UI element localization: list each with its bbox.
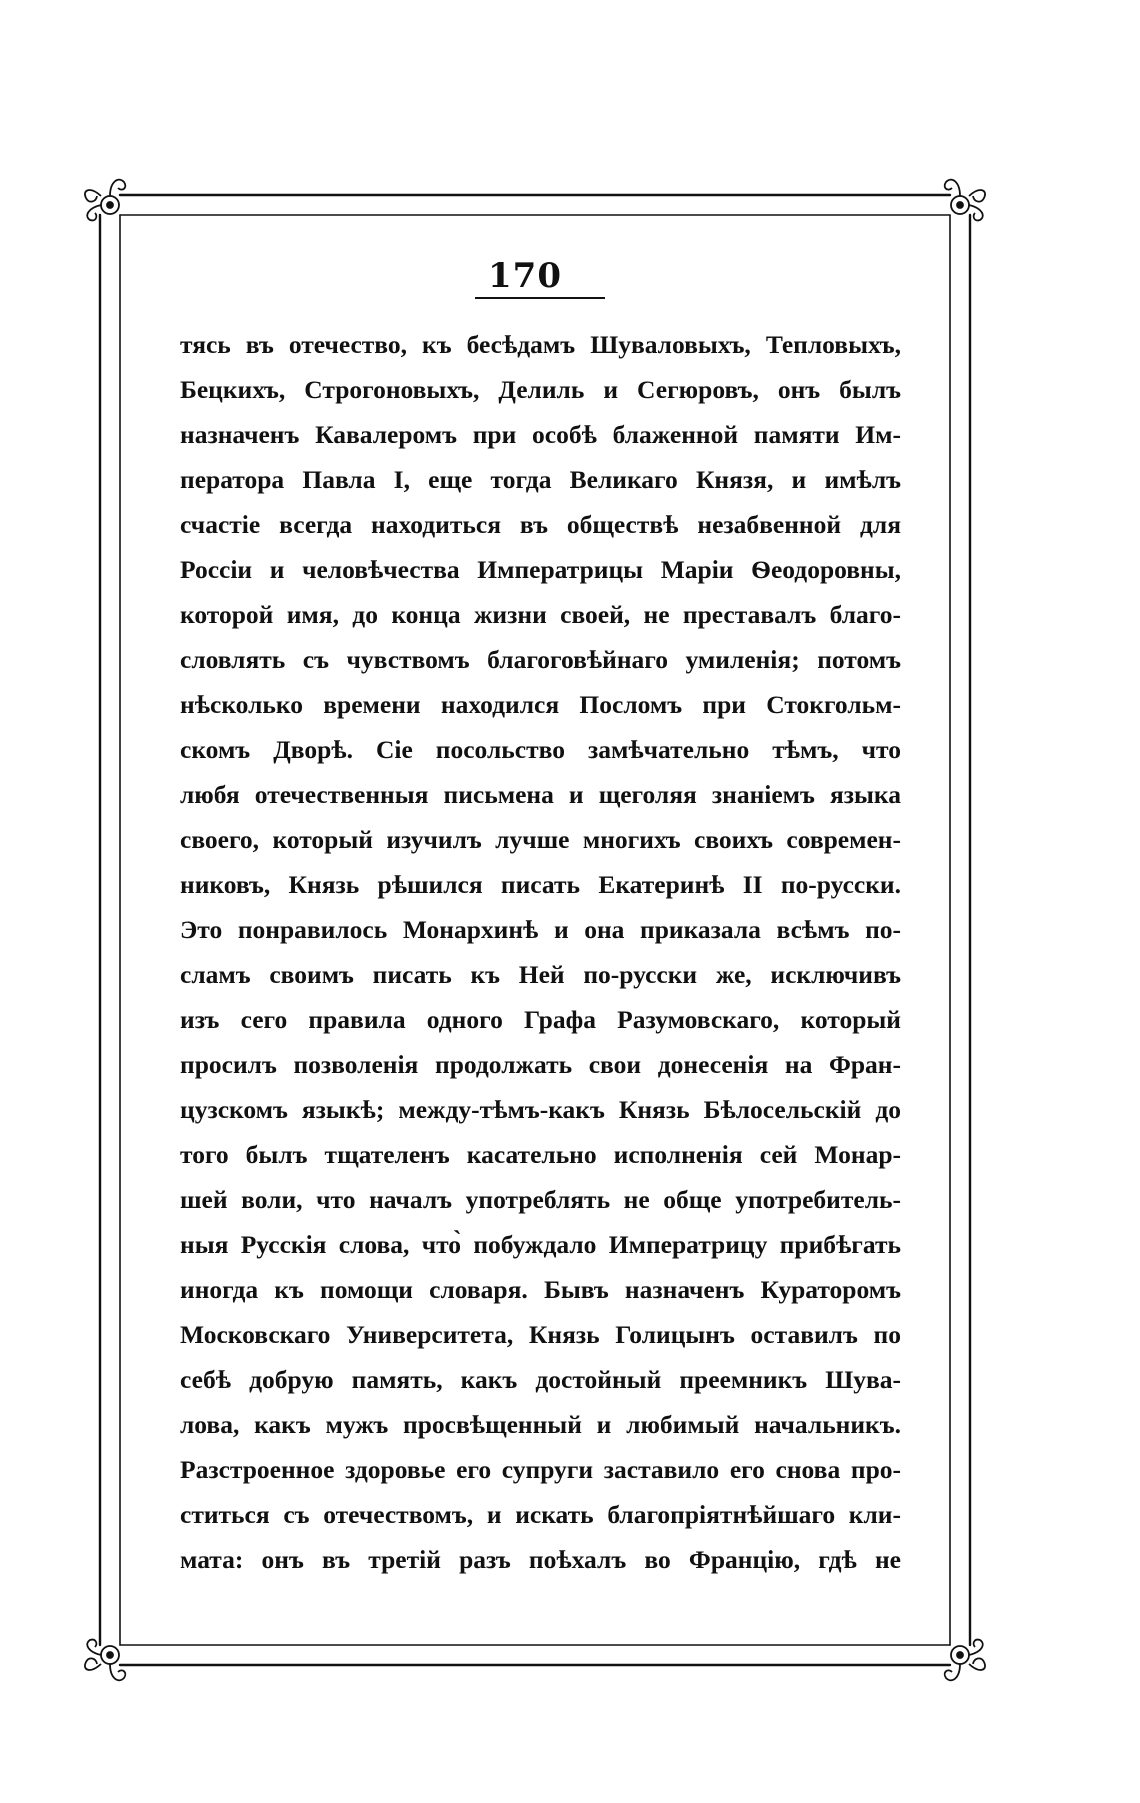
corner-ornament-bottom-left-icon [85, 1640, 125, 1681]
text-line: назначенъ Кавалеромъ при особѣ блаженной памяти Им- [180, 420, 901, 449]
corner-ornament-top-right-icon [945, 180, 985, 221]
text-line: Бецкихъ, Строгоновыхъ, Делиль и Сегюровъ, онъ былъ [180, 375, 901, 404]
corner-ornament-top-left-icon [85, 180, 125, 221]
page-number: 170 [488, 256, 562, 296]
text-line: ститься съ отечествомъ, и искать благопріятнѣйшаго кли- [180, 1500, 901, 1529]
page-number-rule [475, 297, 605, 299]
text-line: любя отечественныя письмена и щеголяя знаніемъ языка [180, 780, 901, 809]
text-line: тясь въ отечество, къ бесѣдамъ Шуваловыхъ, Тепловыхъ, [180, 330, 901, 359]
text-line: Разстроенное здоровье его супруги заставило его снова про- [180, 1455, 901, 1484]
text-line: счастіе всегда находиться въ обществѣ незабвенной для [180, 510, 901, 539]
text-line: Россіи и человѣчества Императрицы Маріи Ѳеодоровны, [180, 555, 901, 584]
corner-ornament-bottom-right-icon [945, 1640, 985, 1681]
text-line: нѣсколько времени находился Посломъ при Стокгольм- [180, 690, 901, 719]
text-line: шей воли, что началъ употреблять не обще употребитель- [180, 1185, 901, 1214]
text-line: своего, который изучилъ лучше многихъ своихъ современ- [180, 825, 901, 854]
text-line: Это понравилось Монархинѣ и она приказала всѣмъ по- [180, 915, 901, 944]
text-line: сламъ своимъ писать къ Ней по-русски же, исключивъ [180, 960, 901, 989]
text-line: ператора Павла I, еще тогда Великаго Князя, и имѣлъ [180, 465, 901, 494]
text-line: изъ сего правила одного Графа Разумовскаго, который [180, 1005, 901, 1034]
text-line: скомъ Дворѣ. Сіе посольство замѣчательно тѣмъ, что [180, 735, 901, 764]
text-line: себѣ добрую память, какъ достойный преемникъ Шува- [180, 1365, 901, 1394]
text-line: ныя Русскія слова, что̀ побуждало Императрицу прибѣгать [180, 1230, 901, 1259]
text-line: которой имя, до конца жизни своей, не преставалъ благо- [180, 600, 901, 629]
text-line: иногда къ помощи словаря. Бывъ назначенъ Кураторомъ [180, 1275, 901, 1304]
text-line: никовъ, Князь рѣшился писать Екатеринѣ II по-русски. [180, 870, 901, 899]
body-text [180, 322, 901, 1582]
text-line: мата: онъ въ третій разъ поѣхалъ во Францію, гдѣ не [180, 1545, 901, 1574]
text-line: словлять съ чувствомъ благоговѣйнаго умиленія; потомъ [180, 645, 901, 674]
text-line: цузскомъ языкѣ; между-тѣмъ-какъ Князь Бѣлосельскій до [180, 1095, 901, 1124]
text-line: просилъ позволенія продолжать свои донесенія на Фран- [180, 1050, 901, 1079]
text-line: лова, какъ мужъ просвѣщенный и любимый начальникъ. [180, 1410, 901, 1439]
text-line: того былъ тщателенъ касательно исполненія сей Монар- [180, 1140, 901, 1169]
text-line: Московскаго Университета, Князь Голицынъ оставилъ по [180, 1320, 901, 1349]
